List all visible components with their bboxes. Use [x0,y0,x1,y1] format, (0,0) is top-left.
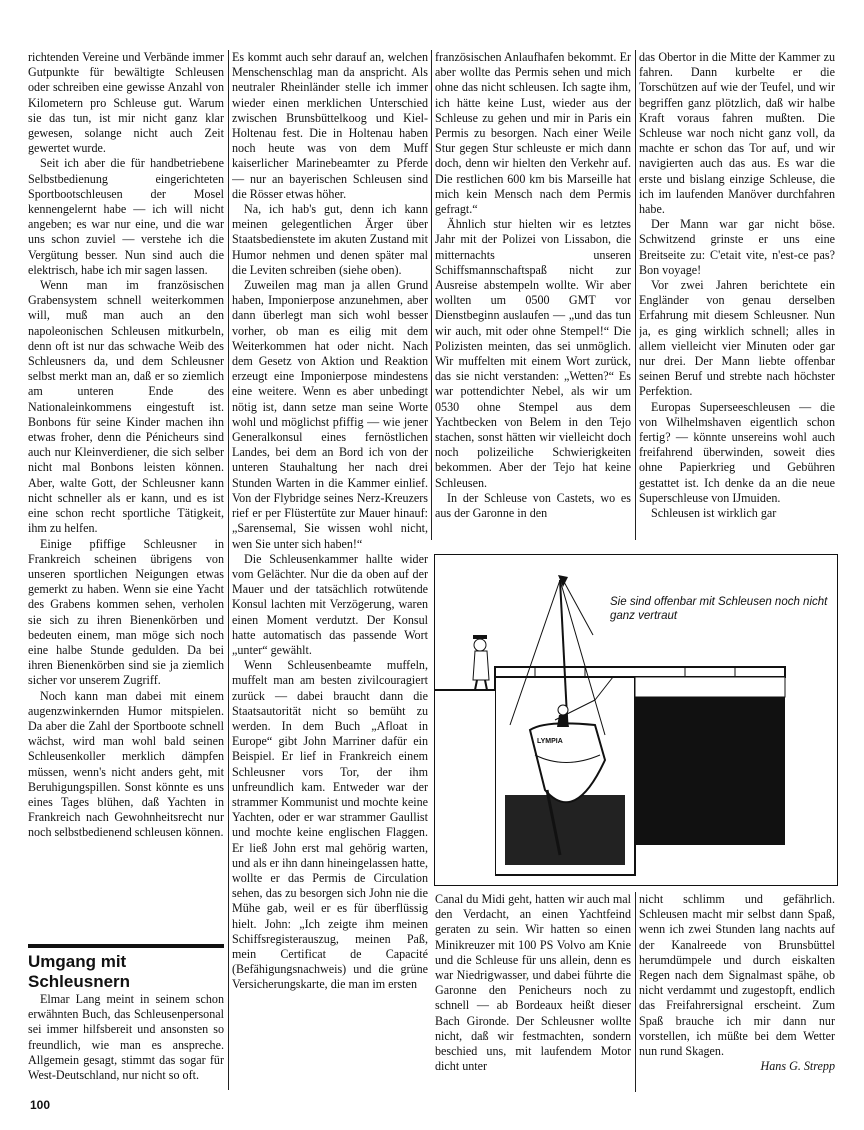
paragraph: Einige pfiffige Schleusner in Frankreich scheinen übrigens von unseren sportlichen Neigungen etwas gemerkt zu haben. Wenn sie eine Yacht des Grabens kommen sehen, verholen sie sich zu ihren Bienenkörben und bedeuten einem, man möge sich noch eine halbe Stunde gedulden. Da bei ihren Bienenkörben sind sie ja ziemlich sicher vor unserem Zugriff. [28,536,224,688]
column-3 [435,50,631,540]
paragraph: Europas Superseeschleusen — die von Wilhelmshaven eigentlich schon fertig? — könnte unsereins wohl auch freifahrend überwinden, soweit dies ohne Papierkrieg und Gebühren gestattet ist. Ich denke da an die neue Superschleuse von IJmuiden. [639,399,835,505]
boat-name: LYMPIA [537,738,563,745]
column-divider [635,892,636,1092]
paragraph: Wenn man im französischen Grabensystem schnell weiterkommen will, muß man auch an den napoleonischen Schleusen mitkurbeln, denn oft ist nur das schwache Weib des Schleusners da, und dem Schleusner selbst merkt man an, daß er so ziemlich am unteren Ende des Nationaleinkommens eingestuft ist. Bonbons für seine Kinder machen ihn etwas froher, denn die Pénicheurs sind auch nur Kleinverdiener, die sich selber nicht mal Bonbons leisten können. Aber, walte Gott, der Schleusner kann nicht schneller als er kann, und es ist eine schon recht sportliche Tätigkeit, ihm zu helfen. [28,278,224,536]
column-1-lower [28,992,224,1082]
paragraph: Die Schleusenkammer hallte wider vom Gelächter. Nur die da oben auf der Mauer und der tatsächlich rotwütende Konsul lachten mit Verzögerung, waren einen Moment verdutzt. Der Konsul hatte automatisch das passende Wort „unter“ gewählt. [232,551,428,657]
column-divider [228,50,229,1090]
paragraph: Zuweilen mag man ja allen Grund haben, Imponierpose anzunehmen, aber dann überlegt man sich wohl besser vorher, ob man es eilig mit dem Weiterkommen hat oder nicht. Nach dem Gesetz von Aktion und Reaktion erzeugt eine Imponierpose mindestens eine weitere. Wenn es aber unbedingt nötig ist, dann setze man seine Worte wohl und möglichst pfiffig — wie jener Generalkonsul eines fernöstlichen Landes, bei dem an Bord ich von der unteren Stauhaltung her nach drei Stunden Warten in die Kammer einlief. Von der Flybridge seines Nerz-Kreuzers rief er per Flüstertüte zur Mauer hinauf: „Sarensemal, Sie wissen wohl nicht, wen Sie unter sich haben!“ [232,278,428,551]
paragraph: Der Mann war gar nicht böse. Schwitzend grinste er uns eine Breitseite zu: C'etait vite, n'est-ce pas? Bon voyage! [639,217,835,277]
cartoon-caption: Sie sind offenbar mit Schleusen noch nicht ganz vertraut [610,596,828,622]
paragraph: Canal du Midi geht, hatten wir auch mal den Verdacht, an einen Yachtfeind geraten zu sein. Wir hatten so einen Minikreuzer mit 100 PS Volvo am Knie und die Schleuse für uns allein, denn es war Niedrigwasser, und dabei führte die Garonne den Penicheurs noch zu schnell — ab Bordeaux heißt dieser Bach Gironde. Der Schleusner wollte nicht, daß wir festmachten, sondern beschied uns, mit laufendem Motor dicht unter [435,892,631,1074]
lock-cartoon [434,554,838,886]
paragraph: Schleusen ist wirklich gar [651,506,777,521]
paragraph: nicht schlimm und gefährlich. Schleusen macht mir selbst dann Spaß, wenn ich zwei Stunden lang nachts auf der Kanalreede von Brunsbüttel herumdümpele und durch eiskalten Regen nach dem Signalmast spähe, ob nicht verdammt und zugestopft, endlich das Freifahrersignal erscheint. Zum Spaß brauche ich mir dann nur vorstellen, ich müßte bei dem Wetter nun rund Skagen. [639,892,835,1059]
column-4-lower [639,892,835,1092]
paragraph: richtenden Vereine und Verbände immer Gutpunkte für bewältigte Schleusen oder schreiben eine gewisse Anzahl von Kilometern pro Schleuse gut. Warum sie das tun, ist mir nicht ganz klar gewesen, solange nicht auch Zeit gewertet wurde. [28,50,224,156]
paragraph: Ähnlich stur hielten wir es letztes Jahr mit der Polizei von Lissabon, die mitternachts unseren Schiffsmannschaftspaß nicht zur Ausreise abstempeln wollte. Wir aber wollten um 0500 GMT vor Dienstbeginn auslaufen — „und das tun wir auch, mit oder ohne Stempel!“ Die Polizisten meinten, das sei unmöglich. Wir muffelten mit einem Wort zurück, das sie nicht verstanden: „Wetten?“ Es war pottendichter Nebel, als wir um 0530 ohne Stempel aus dem Yachtbecken von Belem in den Tejo stachen, sonst hätten wir vielleicht doch noch polizeiliche Schwierigkeiten bekommen. Aber der Tejo hat keine Schleusen. [435,217,631,490]
paragraph: Na, ich hab's gut, denn ich kann meinen gelegentlichen Ärger über Staatsbedienstete im akuten Zustand mit Humor nehmen und denen später mal die Leviten schreiben (siehe oben). [232,202,428,277]
column-4 [639,50,835,540]
column-divider [635,50,636,540]
paragraph: französischen Anlaufhafen bekommt. Er aber wollte das Permis sehen und mich ohne das nicht schleusen. Ich sagte ihm, ich hätte keine Lust, wieder aus der Schleuse zu gehen und mir in Paris ein Permis zu besorgen. Nach einer Weile Stur gegen Stur schleuste er mich dann doch, denn wir hielten den Verkehr auf. Die restlichen 600 km bis Marseille hat mich kein Mensch nach dem Permis gefragt.“ [435,50,631,217]
paragraph: Es kommt auch sehr darauf an, welchen Menschenschlag man da anspricht. Als neutraler Rheinländer stelle ich immer wieder einen merklichen Unterschied zwischen Brunsbüttelkoog und Kiel-Holtenau fest. Die in Holtenau haben noch heute was von dem Muff kaiserlicher Marinebeamter zu Pferde — nur an bayerischen Schleusen sind die Rösser etwas höher. [232,50,428,201]
paragraph: Wenn Schleusenbeamte muffeln, muffelt man am besten zivilcouragiert zurück — dabei braucht dann die Staatsautorität nicht so bemüht zu werden. In dem Buch „Afloat in Europe“ gibt John Marriner dafür ein Beispiel. Er lief in Frankreich einem Schleusner vors Tor, der ihm unfreundlich kam. Entweder war der strammer Kommunist und mochte keine Yachten, oder er war strammer Gaullist und mochte keine englischen Flaggen. Er ließ John erst mal gehörig warten, und als er ihn dann hineingelassen hatte, wollte er das Permis de Circulation sehen, das zu besorgen sich John nie die Mühe gab, weil er es für überflüssig hielt. John: „Ich zeigte ihm meinen Schiffsregisterauszug, meinen Paß, mein Certificat de Capacité (Befähigungsnachweis) und die grüne Versicherungskarte, die man im ersten [232,658,428,992]
column-3-lower [435,892,631,1092]
paragraph: Vor zwei Jahren berichtete ein Engländer von genau derselben Erfahrung mit diesem Schleusner. Nun ja, es ging wirklich schnell; alles in allem vielleicht vier Minuten oder gar nur drei. Der Mann liebte offenbar seinen Beruf und strebte nach höchster Perfektion. [639,278,835,399]
author-signature: Hans G. Strepp [760,1059,835,1074]
column-divider [431,50,432,540]
paragraph: Seit ich aber die für handbetriebene Selbstbedienung eingerichteten Sportbootschleusen der Mosel kennengelernt habe — ich will nicht angeben; es war nur eine, und die war uns schon zuviel — verstehe ich die Vergütung besser. Nun sind auch die elektrisch, habe ich mir sagen lassen. [28,156,224,277]
paragraph: das Obertor in die Mitte der Kammer zu fahren. Dann kurbelte er die Torschützen auf wie der Teufel, und wir begriffen ganz plötzlich, daß wir halbe Kraft voraus fahren mußten. Die Schleuse war noch nicht ganz voll, da machte er schon das Tor auf, und wir navigierten auch das aus. Es war die erste und bislang einzige Schleuse, die ich im laufenden Manöver durchfahren habe. [639,50,835,217]
page-number: 100 [30,1098,51,1112]
paragraph: Elmar Lang meint in seinem schon erwähnten Buch, das Schleusenpersonal sei immer hilfsbereit und ansonsten so freundlich, wie man es anspreche. Allgemein gesagt, stimmt das sogar für West-Deutschland, nur nicht so oft. [28,992,224,1082]
column-2 [232,50,428,1090]
column-1 [28,50,224,920]
paragraph: In der Schleuse von Castets, wo es aus der Garonne in den [435,490,631,521]
section-headline: Umgang mit Schleusnern [28,944,224,992]
paragraph: Noch kann man dabei mit einem augenzwinkernden Humor mitspielen. Da aber die Zahl der Sportboote schnell wächst, wird man wohl bald seinen Schleusenkoller merklich dämpfen müssen, wenn's nicht anders geht, mit Beruhigungspillen. Sonst könnte es uns eines Tages blühen, daß Yachten in Frankreich nach Gewohnheitsrecht nur noch selbstbedienend schleusen können. [28,688,224,840]
